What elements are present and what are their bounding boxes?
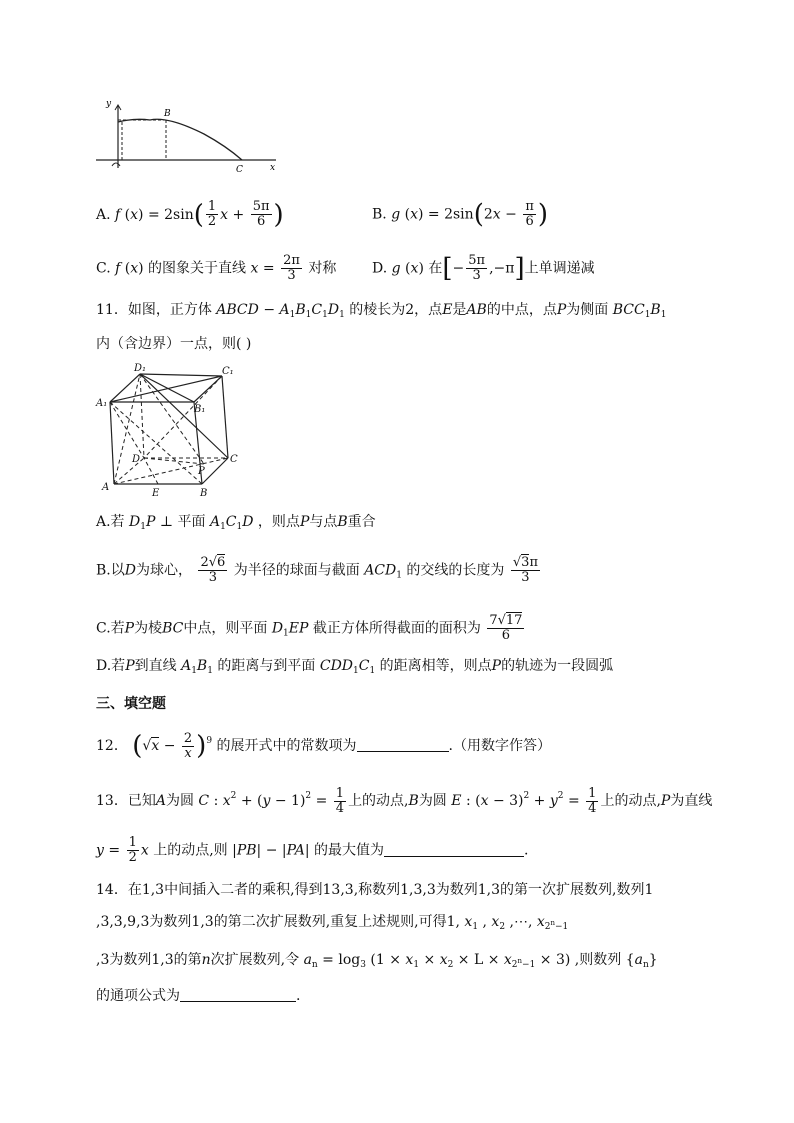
diag-D1C [140,374,228,458]
label-y: y [106,99,112,109]
section-title-fill-in: 三、填空题 [96,696,166,712]
q14-line3: ,3为数列1,3的第n次扩展数列,令 $a_n = \log_3 (1 \times x_1 \times x_2 \times L \times x_{2^n-1} \times 3)$ ,则数列 $\{a_n\}$ [96,952,658,970]
q11-option-b: B.以D为球心， $\frac{2√6}{3}$ 为半径的球面与截面 $ACD_1$ 的交线的长度为 $\frac{√3\pi}{3}$ [96,555,538,585]
q11-stem-line2: 内（含边界）一点，则( ) [96,336,252,352]
q14-line1: 14．在1,3中间插入二者的乘积,得到13,3,称数列1,3,3为数列1,3的第一次扩展数列,数列1 [96,882,654,898]
label-D1: D₁ [134,363,147,374]
q12-answer-blank[interactable] [357,737,449,752]
q12-text: 12． (√x − $\frac{2}{x}$ )$^9$ 的展开式中的常数项为 .（用数字作答） [96,730,551,761]
q11-option-d: D.若P到直线 $A_1B_1$ 的距离与到平面 $CDD_1C_1$ 的距离相等，则点P的轨迹为一段圆弧 [96,658,614,676]
edge-A1D1 [110,374,140,402]
edge-BC [202,458,228,484]
q13-line2: y = $\frac{1}{2}$ x 上的动点,则 |PB| − |PA| 的最大值为 . [96,835,529,865]
q14-line2: ,3,3,9,3为数列1,3的第二次扩展数列,重复上述规则,可得1, $x_1$ , $x_2$ ,⋯, $x_{2^n-1}$ [96,914,569,932]
edge-DD1-hidden [140,374,144,458]
q10-option-b: B. g (x) = 2sin(2x − $\frac{\pi}{6}$ ) [372,199,549,230]
label-C1: C₁ [222,366,234,377]
q11-cube-figure [94,362,244,498]
origin-mark [112,163,120,166]
q10-graph [94,94,284,174]
edge-B1C1 [194,376,222,402]
label-A: A [102,482,110,493]
q10-option-c: C. f (x) 的图象关于直线 x = $\frac{2\pi}{3}$ 对称 [96,253,337,283]
diag-AD1-hidden [114,374,140,484]
label-C: C [230,454,238,465]
label-C: C [236,165,243,174]
q13-line1: 13．已知A为圆 C : $x^2 + (y - 1)^2$ = $\frac{1}{4}$ 上的动点,B为圆 E : $(x - 3)^2 + y^2$ = $\frac{1}{4}$ 上的动点,P为直线 [96,785,713,816]
label-B1: B₁ [194,404,206,415]
q14-line4: 的通项公式为 . [96,988,301,1004]
label-x: x [270,163,276,173]
label-D: D [132,454,141,465]
q10-option-a: A. f (x) = 2sin( $\frac{1}{2}$ x + $\frac{5\pi}{6}$ ) [96,199,284,230]
edge-CC1 [222,376,228,458]
q11-stem-line1: 11．如图，正方体 ABCD − $A_1B_1C_1D_1$ 的棱长为2，点E是AB的中点，点P为侧面 $BCC_1B_1$ [96,302,667,320]
q10-option-d: D. g (x) 在[− $\frac{5\pi}{3}$ ,−π]上单调递减 [372,253,595,284]
edge-D1C1 [140,374,222,376]
label-B: B [164,109,171,119]
segment-ED-hidden [144,458,158,484]
label-B: B [200,488,208,498]
q13-answer-blank[interactable] [384,842,524,857]
label-P: P [198,466,205,477]
q11-option-c: C.若P为棱BC中点，则平面 $D_1EP$ 截正方体所得截面的面积为 $\frac{7√17}{6}$ [96,613,523,643]
q10-options-ab [96,200,284,229]
label-E: E [152,488,160,498]
q11-option-a: A.若 $D_1P$ ⊥ 平面 $A_1C_1D$ ，则点P与点B重合 [96,514,376,532]
q14-answer-blank[interactable] [180,987,296,1002]
sine-curve [118,119,242,160]
label-A1: A₁ [96,398,108,409]
diag-A1D-hidden [110,402,144,458]
diag-D1B1 [140,374,194,402]
edge-AA1 [110,402,114,484]
